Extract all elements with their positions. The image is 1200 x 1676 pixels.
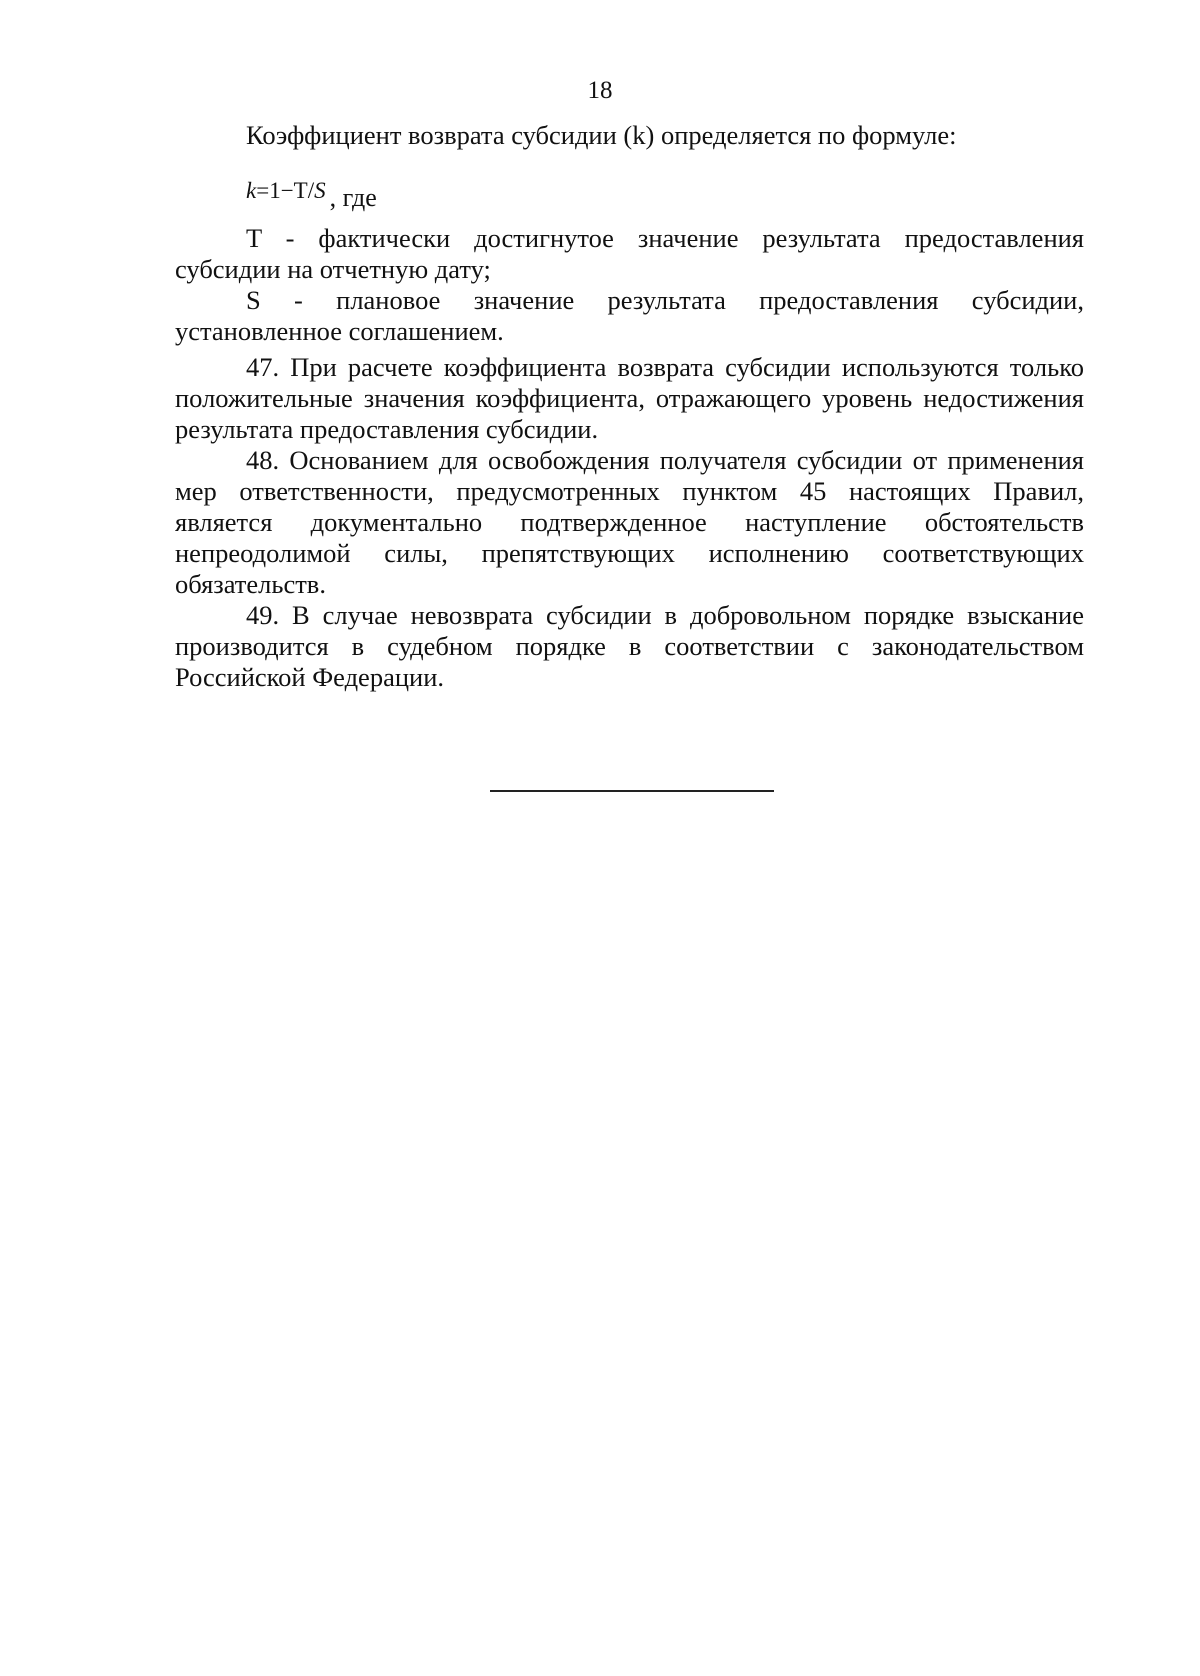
definitions-block: [175, 223, 1084, 347]
definition-t: T - фактически достигнутое значение результата предоставления субсидии на отчетную дату;: [175, 223, 1084, 284]
return-coefficient-formula: [246, 178, 377, 214]
numbered-paragraphs: [175, 352, 1084, 693]
formula-variable-k: k: [246, 178, 257, 203]
formula-variable-s: S: [314, 178, 326, 203]
page-number: 18: [587, 77, 613, 104]
formula-expression: [246, 178, 326, 203]
definition-s: S - плановое значение результата предоставления субсидии, установленное соглашением.: [175, 285, 1084, 346]
intro-paragraph: Коэффициент возврата субсидии (k) определяется по формуле:: [246, 120, 957, 150]
formula-equals-part: =1−T/: [256, 178, 315, 203]
paragraph-49: 49. В случае невозврата субсидии в добровольном порядке взыскание производится в судебном порядке в соответствии с законодательством Российской Федерации.: [175, 600, 1084, 692]
paragraph-47: 47. При расчете коэффициента возврата субсидии используются только положительные значения коэффициента, отражающего уровень недостижения результата предоставления субсидии.: [175, 352, 1084, 444]
intro-block: [175, 120, 1084, 151]
document-end-divider: [490, 790, 774, 792]
formula-where-suffix: , где: [329, 183, 377, 212]
paragraph-48: 48. Основанием для освобождения получателя субсидии от применения мер ответственности, предусмотренных пунктом 45 настоящих Правил, является документально подтвержденное наступление обстоятельств непреодолимой силы, препятствующих исполнению соответствующих обязательств.: [175, 445, 1084, 599]
